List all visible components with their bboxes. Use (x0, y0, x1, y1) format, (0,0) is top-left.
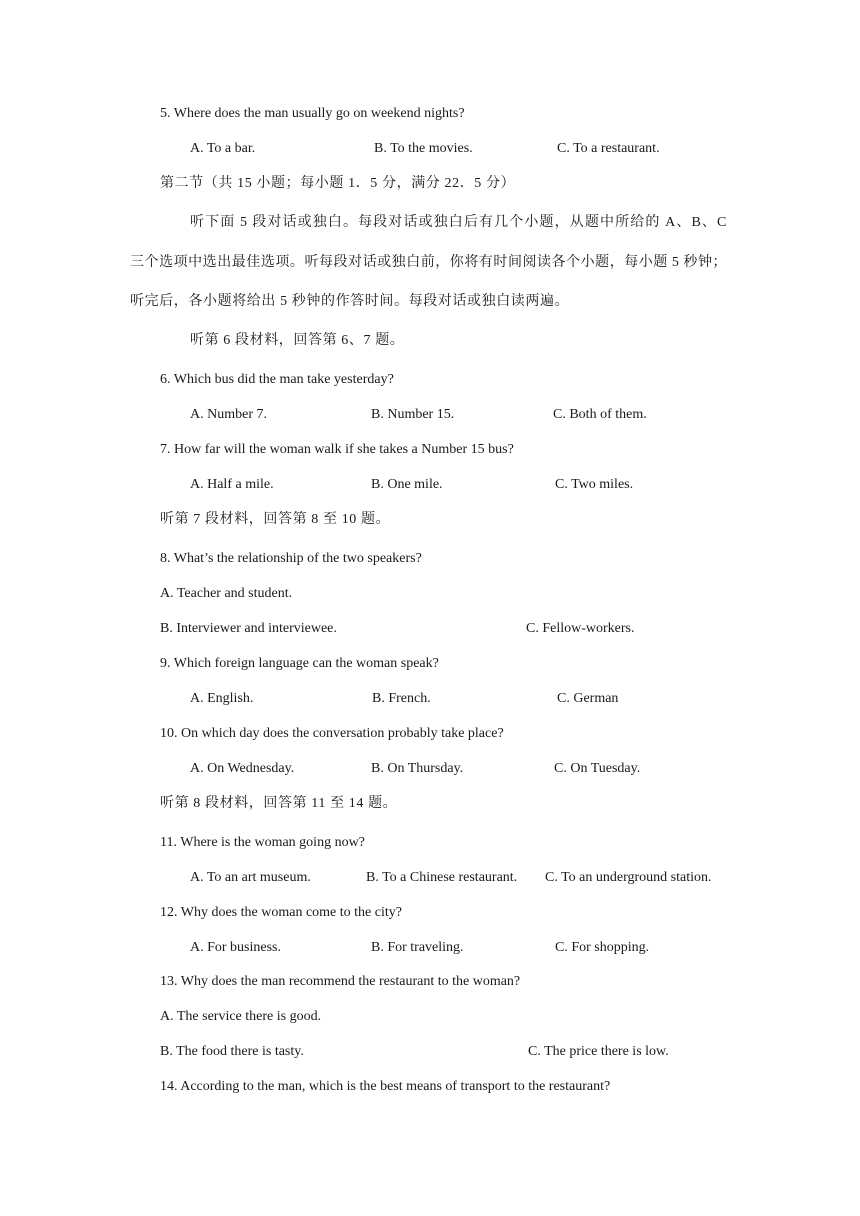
question-9: 9. Which foreign language can the woman speak? (160, 656, 439, 671)
q5-option-a: A. To a bar. (190, 141, 256, 156)
q13-option-c: C. The price there is low. (528, 1044, 669, 1059)
q7-option-c: C. Two miles. (555, 477, 634, 492)
q7-option-b: B. One mile. (371, 477, 443, 492)
q5-option-c: C. To a restaurant. (557, 141, 660, 156)
q8-option-b: B. Interviewer and interviewee. (160, 621, 337, 636)
q6-option-a: A. Number 7. (190, 407, 267, 422)
question-7: 7. How far will the woman walk if she takes a Number 15 bus? (160, 442, 514, 457)
material-6-label: 听第 6 段材料，回答第 6、7 题。 (190, 333, 405, 348)
q12-option-c: C. For shopping. (555, 940, 650, 955)
question-5: 5. Where does the man usually go on weekend nights? (160, 106, 465, 121)
q7-option-a: A. Half a mile. (190, 477, 274, 492)
q12-option-b: B. For traveling. (371, 940, 464, 955)
material-8-label: 听第 8 段材料，回答第 11 至 14 题。 (160, 796, 398, 811)
q10-option-a: A. On Wednesday. (190, 761, 295, 776)
question-14: 14. According to the man, which is the best means of transport to the restaurant? (160, 1079, 611, 1094)
q8-option-a: A. Teacher and student. (160, 586, 293, 601)
q10-option-c: C. On Tuesday. (554, 761, 641, 776)
q6-option-c: C. Both of them. (553, 407, 647, 422)
q5-option-b: B. To the movies. (374, 141, 473, 156)
q8-option-c: C. Fellow-workers. (526, 621, 635, 636)
question-6: 6. Which bus did the man take yesterday? (160, 372, 394, 387)
instructions-line-3: 听完后，各小题将给出 5 秒钟的作答时间。每段对话或独白读两遍。 (130, 294, 570, 309)
q9-option-b: B. French. (372, 691, 431, 706)
q13-option-a: A. The service there is good. (160, 1009, 322, 1024)
q11-option-c: C. To an underground station. (545, 870, 712, 885)
question-11: 11. Where is the woman going now? (160, 835, 365, 850)
question-13: 13. Why does the man recommend the restaurant to the woman? (160, 974, 521, 989)
q6-option-b: B. Number 15. (371, 407, 455, 422)
question-12: 12. Why does the woman come to the city? (160, 905, 402, 920)
q11-option-a: A. To an art museum. (190, 870, 311, 885)
q10-option-b: B. On Thursday. (371, 761, 464, 776)
instructions-line-1: 听下面 5 段对话或独白。每段对话或独白后有几个小题，从题中所给的 A、B、C (190, 215, 727, 230)
q9-option-c: C. German (557, 691, 619, 706)
q13-option-b: B. The food there is tasty. (160, 1044, 304, 1059)
q9-option-a: A. English. (190, 691, 254, 706)
instructions-line-2: 三个选项中选出最佳选项。听每段对话或独白前，你将有时间阅读各个小题，每小题 5 秒钟； (130, 255, 727, 270)
question-8: 8. What’s the relationship of the two speakers? (160, 551, 422, 566)
q12-option-a: A. For business. (190, 940, 282, 955)
material-7-label: 听第 7 段材料，回答第 8 至 10 题。 (160, 512, 391, 527)
section-heading: 第二节（共 15 小题；每小题 1．5 分，满分 22．5 分） (160, 176, 516, 191)
q11-option-b: B. To a Chinese restaurant. (366, 870, 518, 885)
question-10: 10. On which day does the conversation probably take place? (160, 726, 504, 741)
